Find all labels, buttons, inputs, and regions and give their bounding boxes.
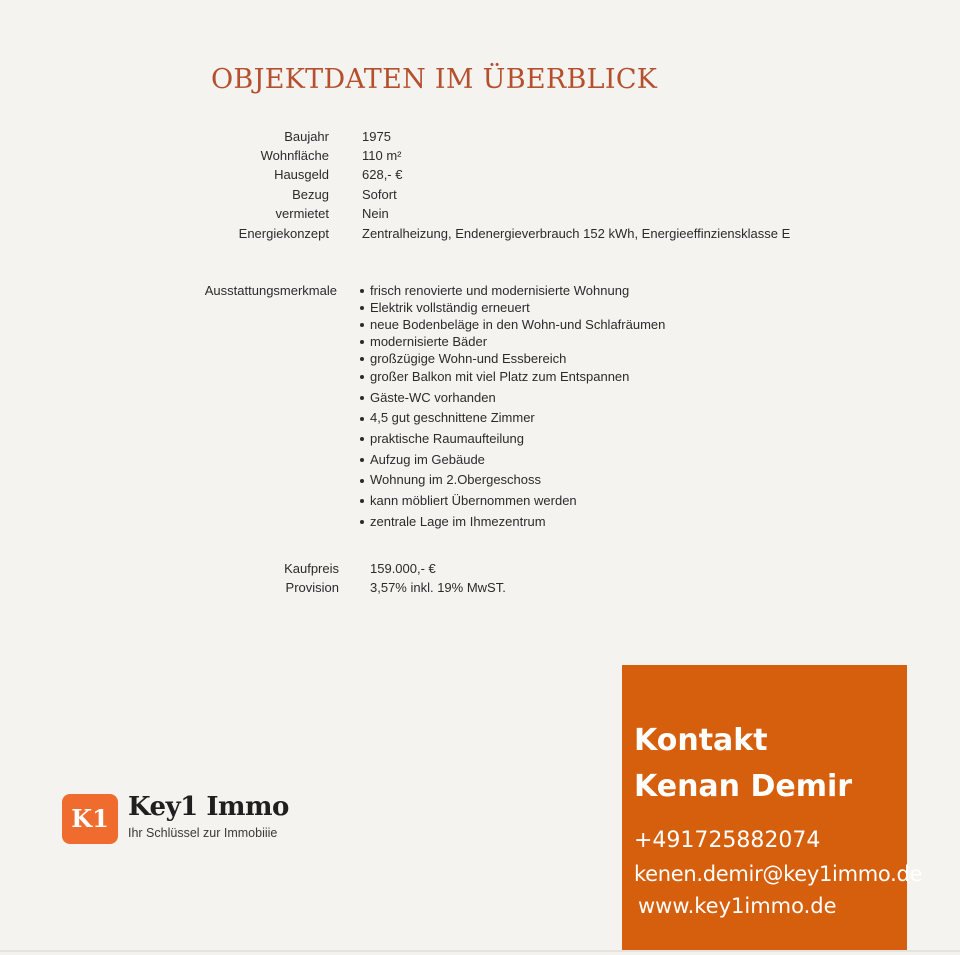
- feature-item: 4,5 gut geschnittene Zimmer: [359, 408, 665, 429]
- logo-badge: K1: [62, 794, 118, 844]
- objektdaten-value-wohnflaeche: 110 m²: [362, 148, 402, 163]
- objektdaten-label-energiekonzept: Energiekonzept: [238, 226, 329, 241]
- price-value-provision: 3,57% inkl. 19% MwST.: [370, 580, 506, 595]
- objektdaten-label-wohnflaeche: Wohnfläche: [260, 148, 329, 163]
- price-label-kaufpreis: Kaufpreis: [284, 561, 339, 576]
- feature-item: Aufzug im Gebäude: [359, 450, 665, 471]
- feature-item: modernisierte Bäder: [359, 333, 665, 350]
- features-list: [359, 282, 665, 533]
- feature-item: Elektrik vollständig erneuert: [359, 299, 665, 316]
- logo-name: Key1 Immo: [128, 792, 289, 822]
- contact-phone[interactable]: +491725882074: [634, 828, 821, 853]
- objektdaten-value-baujahr: 1975: [362, 129, 391, 144]
- feature-item: kann möbliert Übernommen werden: [359, 491, 665, 512]
- objektdaten-label-bezug: Bezug: [292, 187, 329, 202]
- objektdaten-label-vermietet: vermietet: [275, 206, 329, 221]
- feature-item: zentrale Lage im Ihmezentrum: [359, 512, 665, 533]
- feature-item: Wohnung im 2.Obergeschoss: [359, 470, 665, 491]
- feature-item: neue Bodenbeläge in den Wohn-und Schlafräumen: [359, 316, 665, 333]
- objektdaten-value-bezug: Sofort: [362, 187, 397, 202]
- contact-website[interactable]: www.key1immo.de: [638, 894, 837, 918]
- price-label-provision: Provision: [285, 580, 339, 595]
- contact-title: Kontakt: [634, 723, 768, 758]
- objektdaten-value-hausgeld: 628,- €: [362, 167, 403, 182]
- feature-item: großzügige Wohn-und Essbereich: [359, 350, 665, 367]
- objektdaten-label-hausgeld: Hausgeld: [274, 167, 329, 182]
- contact-email[interactable]: kenen.demir@key1immo.de: [634, 862, 923, 886]
- price-value-kaufpreis: 159.000,- €: [370, 561, 436, 576]
- feature-item: großer Balkon mit viel Platz zum Entspannen: [359, 367, 665, 388]
- objektdaten-value-vermietet: Nein: [362, 206, 389, 221]
- feature-item: Gäste-WC vorhanden: [359, 388, 665, 409]
- objektdaten-value-energiekonzept: Zentralheizung, Endenergieverbrauch 152 kWh, Energieeffinziensklasse E: [362, 226, 791, 241]
- objektdaten-label-baujahr: Baujahr: [284, 129, 329, 144]
- contact-box: [622, 665, 923, 950]
- contact-name: Kenan Demir: [634, 769, 853, 804]
- features-label: Ausstattungsmerkmale: [204, 283, 337, 298]
- page-title: OBJEKTDATEN IM ÜBERBLICK: [211, 64, 658, 95]
- logo-tagline: Ihr Schlüssel zur Immobiiie: [128, 826, 278, 840]
- feature-item: frisch renovierte und modernisierte Wohnung: [359, 282, 665, 299]
- company-logo: [62, 793, 322, 845]
- feature-item: praktische Raumaufteilung: [359, 429, 665, 450]
